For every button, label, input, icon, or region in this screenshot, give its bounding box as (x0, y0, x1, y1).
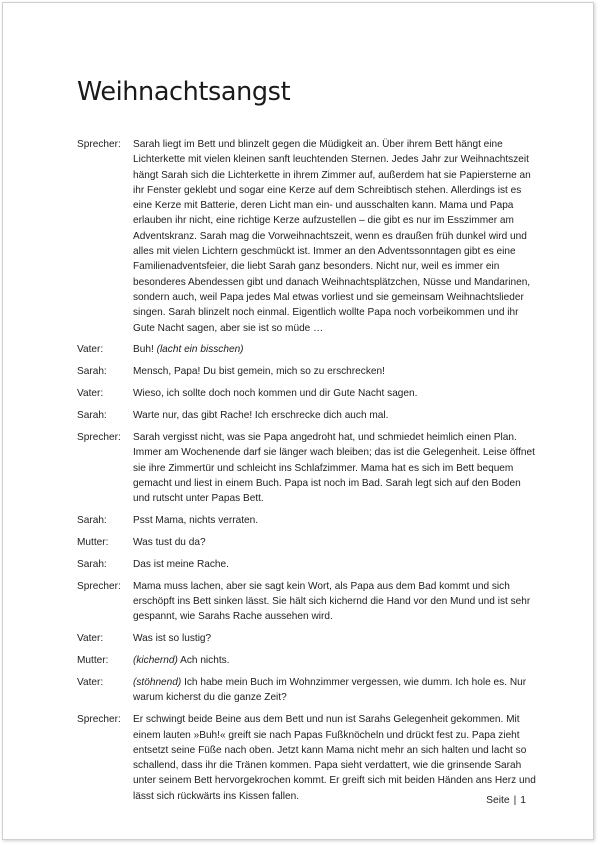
script-entry (77, 430, 537, 506)
speaker-label: Mutter: (77, 536, 109, 548)
document-title: Weihnachtsangst (77, 77, 291, 107)
page-number: 1 (520, 795, 526, 806)
text-run: Mama muss lachen, aber sie sagt kein Wort, als Papa aus dem Bad kommt und sich erschöpft ins Bett sinken lässt. Sie hält sich kichernd die Hand vor den Mund und ist sehr gespannt, wie Sarahs Rache aussehen wird. (133, 580, 531, 623)
spoken-text (133, 364, 537, 379)
text-run: Sarah liegt im Bett und blinzelt gegen die Müdigkeit an. Über ihrem Bett hängt eine Lichterkette mit vielen kleinen sanft leuchtenden Sternen. Jedes Jahr zur Weihnachtszeit hängt Sarah sich die Lichterkette in ihrem Zimmer auf, außerdem hat sie Papiersterne an ihr Fenster geklebt und sogar eine Kerze auf dem Schreibtisch stehen. Allerdings ist es eine Kerze mit Batterie, deren Licht man ein- und ausschalten kann. Mama und Papa erlauben ihr nicht, eine richtige Kerze aufzustellen – die gibt es nur im Esszimmer am Adventskranz. Sarah mag die Vorweihnachtszeit, wenn es draußen früh dunkel wird und alles mit vielen Lichtern geschmückt ist. Immer an den Adventssonntagen gibt es eine Familienadventsfeier, die liebt Sarah ganz besonders. Nicht nur, weil es immer ein besonderes Abendessen gibt und danach Weihnachtsplätzchen, Nüsse und Mandarinen, sondern auch, weil Papa jedes Mal etwas vorliest und sie gemeinsam Weihnachtslieder singen. Sarah blinzelt noch einmal. Eigentlich wollte Papa noch vorbeikommen und ihr Gute Nacht sagen, aber sie ist so müde … (133, 139, 531, 334)
speaker-label: Sprecher: (77, 580, 121, 592)
script-entry (77, 137, 537, 336)
spoken-text (133, 712, 537, 804)
spoken-text (133, 557, 537, 572)
script-entry (77, 675, 537, 706)
text-run: Mensch, Papa! Du bist gemein, mich so zu erschrecken! (133, 366, 385, 378)
script-entry (77, 535, 537, 550)
script-entry (77, 342, 537, 357)
text-run: Psst Mama, nichts verraten. (133, 515, 259, 527)
speaker-label: Sprecher: (77, 432, 121, 444)
speaker-label: Vater: (77, 388, 104, 400)
spoken-text (133, 653, 537, 668)
spoken-text (133, 408, 537, 423)
spoken-text (133, 631, 537, 646)
speaker-label: Vater: (77, 344, 104, 356)
stage-direction: (kichernd) (133, 655, 178, 667)
spoken-text (133, 579, 537, 625)
page-label: Seite (486, 795, 510, 806)
script-entry (77, 557, 537, 572)
text-run: Sarah vergisst nicht, was sie Papa angedroht hat, und schmiedet heimlich einen Plan. Immer am Wochenende darf sie länger wach bleiben; das ist die Gelegenheit. Leise öffnet sie ihre Zimmertür und schleicht ins Schlafzimmer. Mama hat es sich im Bett bequem gemacht und liest in einem Buch. Papa ist noch im Bad. Sarah legt sich auf den Boden und rutscht unter Papas Bett. (133, 432, 535, 505)
text-run: Wieso, ich sollte doch noch kommen und dir Gute Nacht sagen. (133, 388, 418, 400)
script-body (77, 137, 537, 811)
script-entry (77, 513, 537, 528)
script-entry (77, 631, 537, 646)
speaker-label: Sarah: (77, 366, 107, 378)
text-run: Buh! (133, 344, 157, 356)
text-run: Ach nichts. (177, 655, 230, 667)
speaker-label: Vater: (77, 677, 104, 689)
text-run: Ich habe mein Buch im Wohnzimmer vergessen, wie dumm. Ich hole es. Nur warum kicherst du die ganze Zeit? (133, 677, 527, 704)
document-page (2, 2, 594, 840)
speaker-label: Sarah: (77, 410, 107, 422)
text-run: Das ist meine Rache. (133, 558, 229, 570)
speaker-label: Sarah: (77, 515, 107, 527)
speaker-label: Sarah: (77, 558, 107, 570)
spoken-text (133, 430, 537, 506)
text-run: Was tust du da? (133, 536, 206, 548)
text-run: Was ist so lustig? (133, 633, 212, 645)
text-run: Er schwingt beide Beine aus dem Bett und nun ist Sarahs Gelegenheit gekommen. Mit einem lauten »Buh!« greift sie nach Papas Fußknöcheln und drückt fest zu. Papa zieht entsetzt seine Füße nach oben. Jetzt kann Mama nicht mehr an sich halten und lacht so schallend, dass ihr die Tränen kommen. Papa sieht verdattert, wie die grinsende Sarah unter seinem Bett hervorgekrochen kommt. Er greift sich mit beiden Händen ans Herz und lässt sich rückwärts ins Kissen fallen. (133, 714, 536, 802)
script-entry (77, 579, 537, 625)
script-entry (77, 408, 537, 423)
stage-direction: (lacht ein bisschen) (156, 344, 244, 356)
spoken-text (133, 342, 537, 357)
spoken-text (133, 386, 537, 401)
speaker-label: Sprecher: (77, 139, 121, 150)
speaker-label: Vater: (77, 633, 104, 645)
page-separator: | (513, 795, 517, 806)
speaker-label: Sprecher: (77, 714, 121, 726)
spoken-text (133, 675, 537, 706)
text-run: Warte nur, das gibt Rache! Ich erschrecke dich auch mal. (133, 410, 389, 422)
spoken-text (133, 513, 537, 528)
script-entry (77, 386, 537, 401)
spoken-text (133, 137, 537, 336)
script-entry (77, 653, 537, 668)
script-entry (77, 364, 537, 379)
spoken-text (133, 535, 537, 550)
page-footer (486, 795, 526, 806)
script-entry (77, 712, 537, 804)
stage-direction: (stöhnend) (133, 677, 182, 689)
speaker-label: Mutter: (77, 655, 109, 667)
